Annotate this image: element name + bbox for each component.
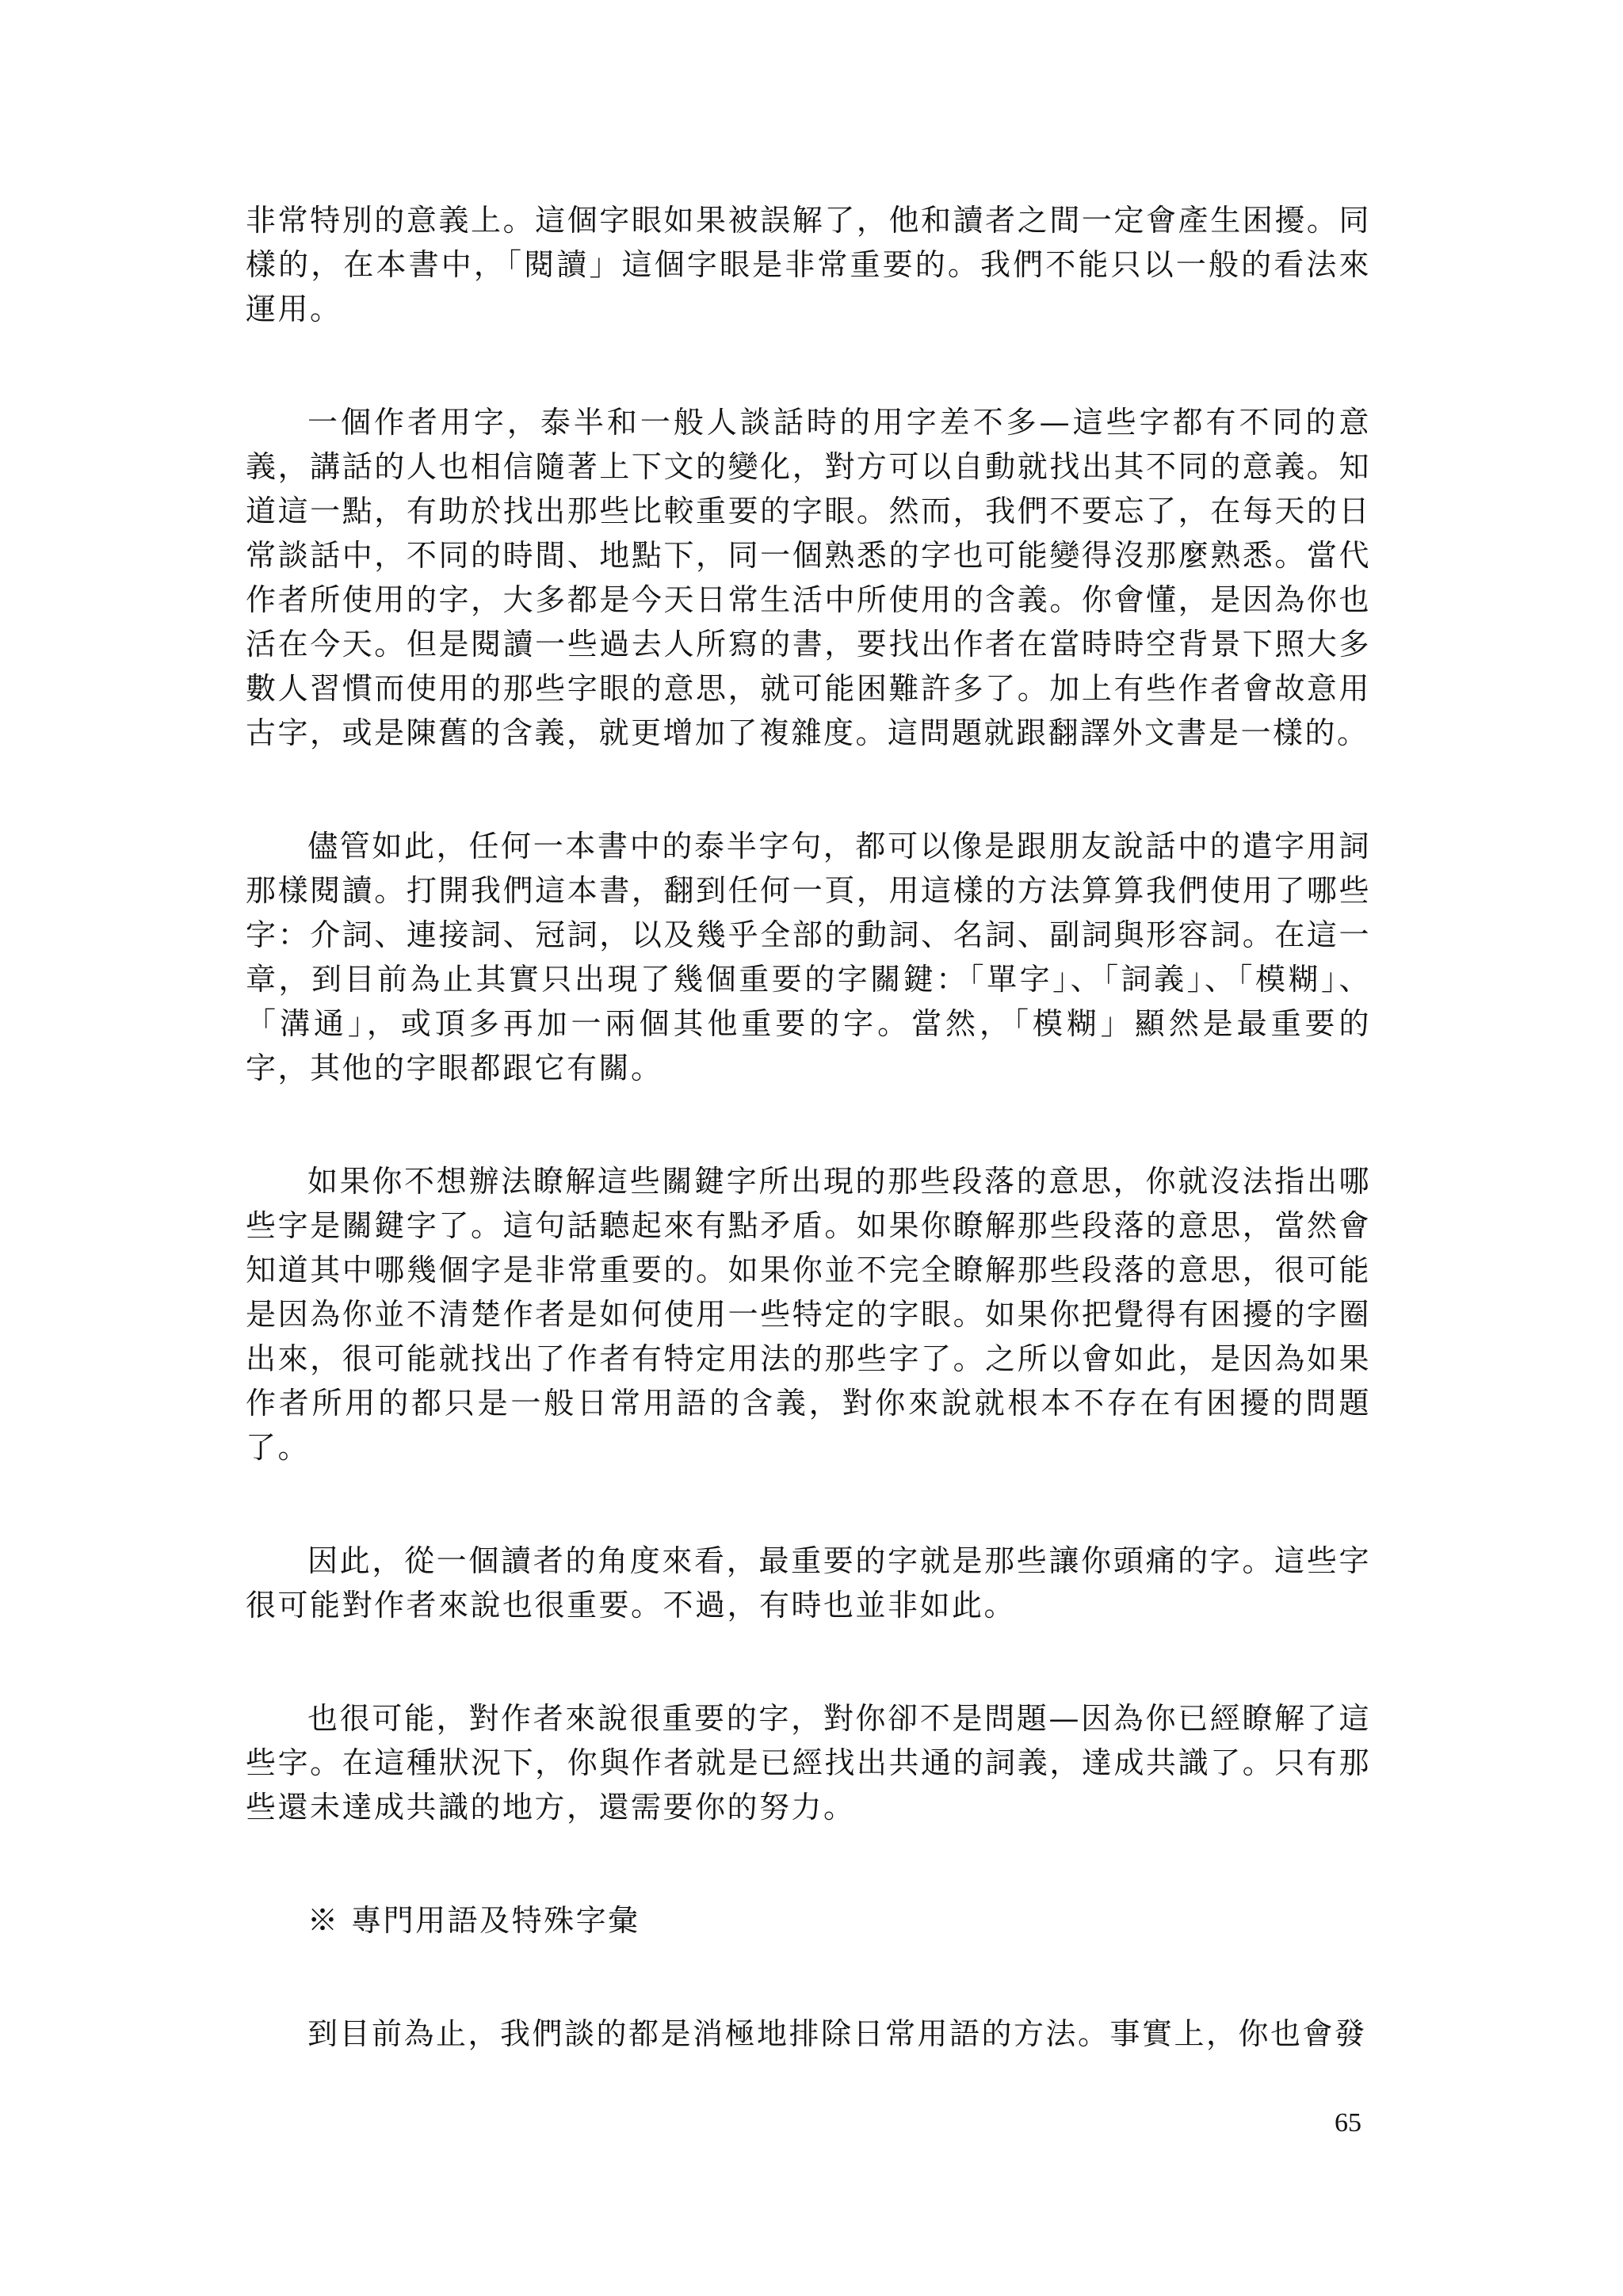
- paragraph: 如果你不想辦法瞭解這些關鍵字所出現的那些段落的意思，你就沒法指出哪些字是關鍵字了。這句話聽起來有點矛盾。如果你瞭解那些段落的意思，當然會知道其中哪幾個字是非常重要的。如果你並不完全瞭解那些段落的意思，很可能是因為你並不清楚作者是如何使用一些特定的字眼。如果你把覺得有困擾的字圈出來，很可能就找出了作者有特定用法的那些字了。之所以會如此，是因為如果作者所用的都只是一般日常用語的含義，對你來說就根本不存在有困擾的問題了。: [246, 1164, 1371, 1465]
- paragraph-final: 到目前為止，我們談的都是消極地排除日常用語的方法。事實上，你也會發: [307, 2016, 1367, 2051]
- page-number: 65: [1335, 2108, 1361, 2138]
- paragraph: 一個作者用字，泰半和一般人談話時的用字差不多—這些字都有不同的意義，講話的人也相信隨著上下文的變化，對方可以自動就找出其不同的意義。知道這一點，有助於找出那些比較重要的字眼。然而，我們不要忘了，在每天的日常談話中，不同的時間、地點下，同一個熟悉的字也可能變得沒那麼熟悉。當代作者所使用的字，大多都是今天日常生活中所使用的含義。你會懂，是因為你也活在今天。但是閱讀一些過去人所寫的書，要找出作者在當時時空背景下照大多數人習慣而使用的那些字眼的意思，就可能困難許多了。加上有些作者會故意用古字，或是陳舊的含義，就更增加了複雜度。這問題就跟翻譯外文書是一樣的。: [246, 405, 1371, 750]
- paragraph: 也很可能，對作者來說很重要的字，對你卻不是問題—因為你已經瞭解了這些字。在這種狀況下，你與作者就是已經找出共通的詞義，達成共識了。只有那些還未達成共識的地方，還需要你的努力。: [246, 1701, 1371, 1825]
- paragraph-continued: 非常特別的意義上。這個字眼如果被誤解了，他和讀者之間一定會產生困擾。同樣的，在本書中，「閱讀」這個字眼是非常重要的。我們不能只以一般的看法來運用。: [246, 203, 1371, 326]
- paragraph: 因此，從一個讀者的角度來看，最重要的字就是那些讓你頭痛的字。這些字很可能對作者來說也很重要。不過，有時也並非如此。: [246, 1543, 1371, 1623]
- section-heading: ※ 專門用語及特殊字彙: [307, 1903, 640, 1938]
- page-body: [246, 198, 1371, 2056]
- paragraph: 儘管如此，任何一本書中的泰半字句，都可以像是跟朋友說話中的遣字用詞那樣閱讀。打開我們這本書，翻到任何一頁，用這樣的方法算算我們使用了哪些字：介詞、連接詞、冠詞，以及幾乎全部的動詞、名詞、副詞與形容詞。在這一章，到目前為止其實只出現了幾個重要的字關鍵：「單字」、「詞義」、「模糊」、「溝通」，或頂多再加一兩個其他重要的字。當然，「模糊」顯然是最重要的字，其他的字眼都跟它有關。: [246, 829, 1371, 1085]
